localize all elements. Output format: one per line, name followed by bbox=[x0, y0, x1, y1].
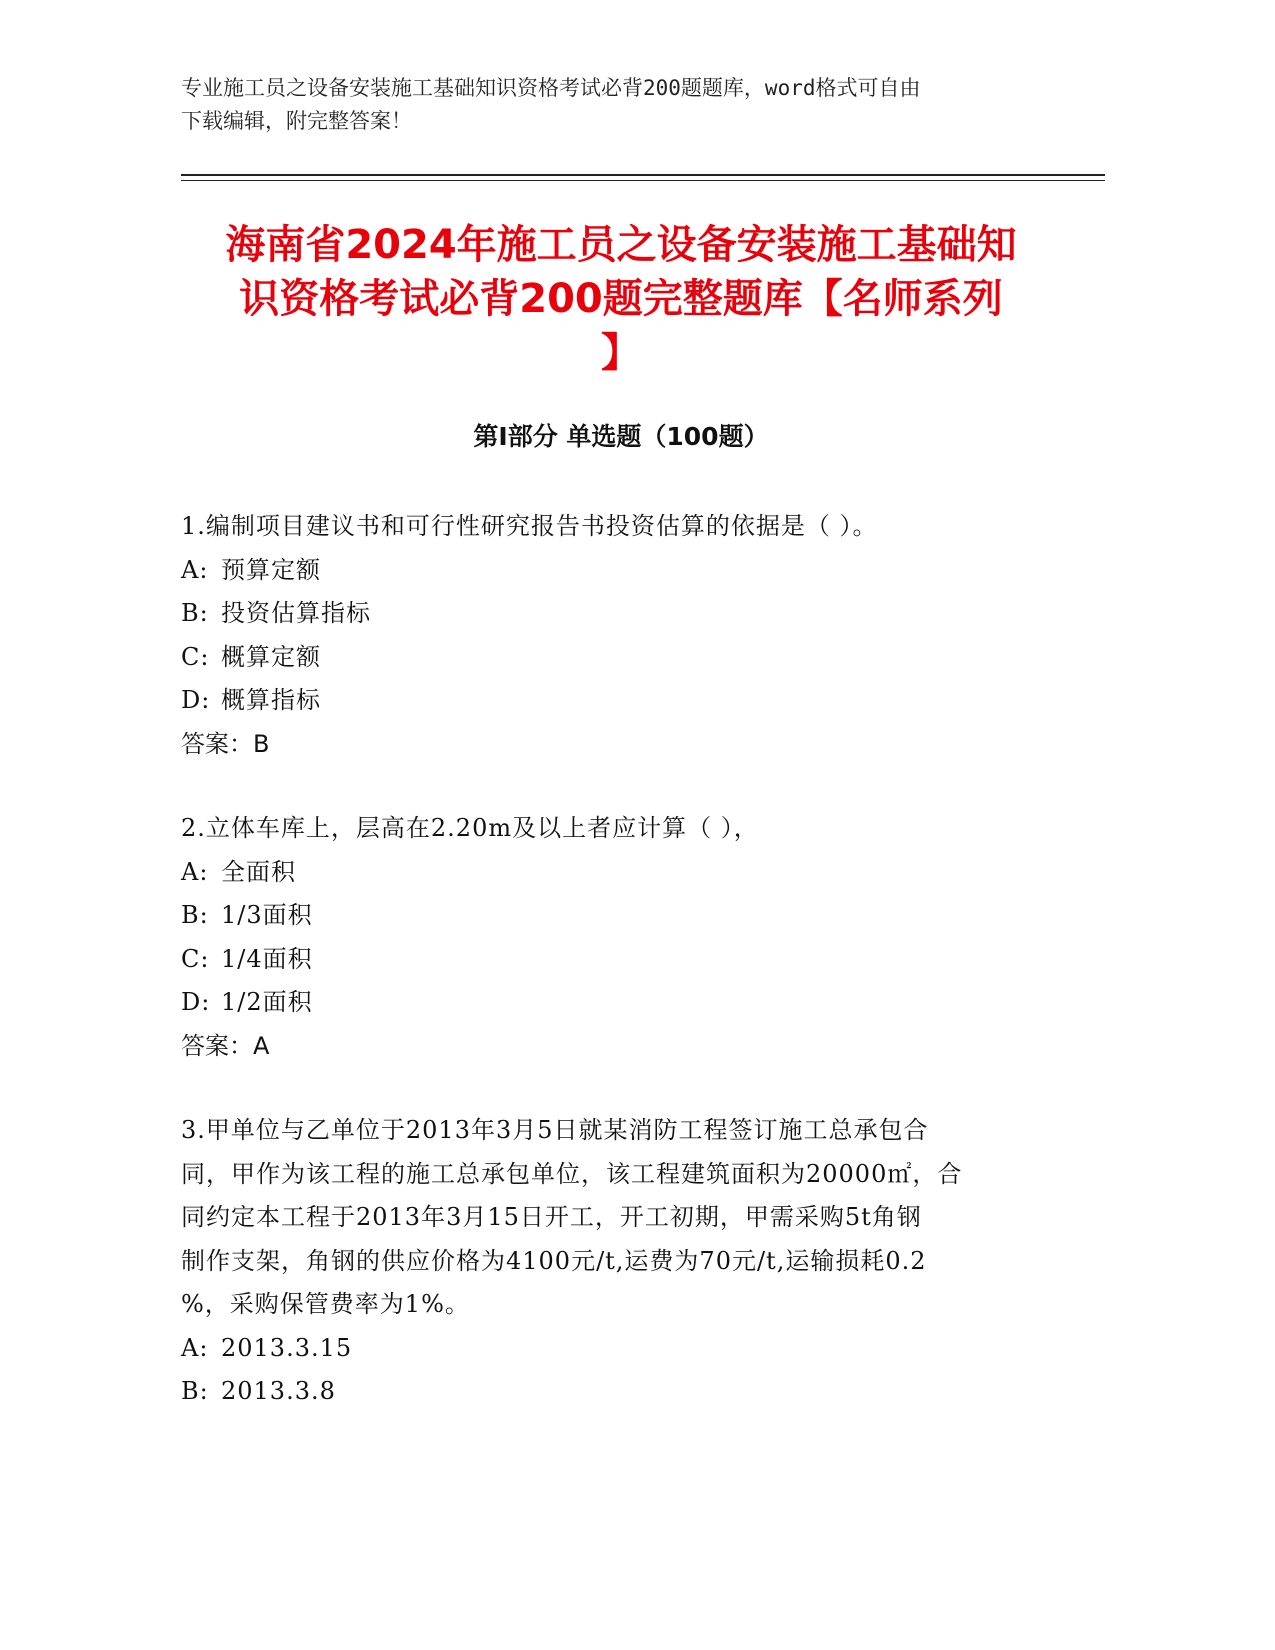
question-3 bbox=[181, 1109, 1061, 1414]
question-stem: 2.立体车库上，层高在2.20m及以上者应计算（ ）， bbox=[181, 814, 759, 842]
answer-line: 答案：A bbox=[181, 1031, 270, 1060]
header-rule-thin bbox=[181, 180, 1105, 181]
option-c: C: 概算定额 bbox=[181, 642, 321, 671]
option-a: A: 全面积 bbox=[181, 857, 296, 886]
title-line: 】 bbox=[601, 330, 641, 376]
option-c: C: 1/4面积 bbox=[181, 944, 313, 973]
question-stem: 制作支架，角钢的供应价格为4100元/t,运费为70元/t,运输损耗0.2 bbox=[181, 1246, 927, 1275]
header-note bbox=[181, 72, 1051, 138]
document-title bbox=[181, 218, 1061, 380]
question-stem: 1.编制项目建议书和可行性研究报告书投资估算的依据是（ ）。 bbox=[181, 512, 878, 540]
option-a: A: 预算定额 bbox=[181, 555, 321, 584]
question-list bbox=[181, 505, 1061, 1455]
header-rule-thick bbox=[181, 174, 1105, 176]
question-stem: %，采购保管费率为1%。 bbox=[181, 1290, 470, 1318]
option-a: A: 2013.3.15 bbox=[181, 1333, 353, 1362]
option-b: B: 2013.3.8 bbox=[181, 1377, 336, 1405]
section-heading: 第Ⅰ部分 单选题（100题） bbox=[473, 422, 769, 451]
question-stem: 同，甲作为该工程的施工总承包单位，该工程建筑面积为20000㎡，合 bbox=[181, 1159, 963, 1188]
title-line: 海南省2024年施工员之设备安装施工基础知 bbox=[225, 222, 1017, 268]
question-1 bbox=[181, 505, 1061, 766]
title-line: 识资格考试必背200题完整题库【名师系列 bbox=[239, 276, 1003, 322]
header-note-line: 下载编辑，附完整答案！ bbox=[181, 109, 412, 133]
question-stem: 3.甲单位与乙单位于2013年3月5日就某消防工程签订施工总承包合 bbox=[181, 1116, 929, 1144]
question-stem: 同约定本工程于2013年3月15日开工，开工初期，甲需采购5t角钢 bbox=[181, 1203, 922, 1231]
option-b: B: 投资估算指标 bbox=[181, 599, 371, 627]
option-d: D: 概算指标 bbox=[181, 686, 321, 714]
option-d: D: 1/2面积 bbox=[181, 988, 313, 1016]
option-b: B: 1/3面积 bbox=[181, 901, 313, 929]
question-2 bbox=[181, 807, 1061, 1068]
answer-line: 答案：B bbox=[181, 729, 270, 758]
header-note-line: 专业施工员之设备安装施工基础知识资格考试必背200题题库，word格式可自由 bbox=[181, 76, 921, 100]
